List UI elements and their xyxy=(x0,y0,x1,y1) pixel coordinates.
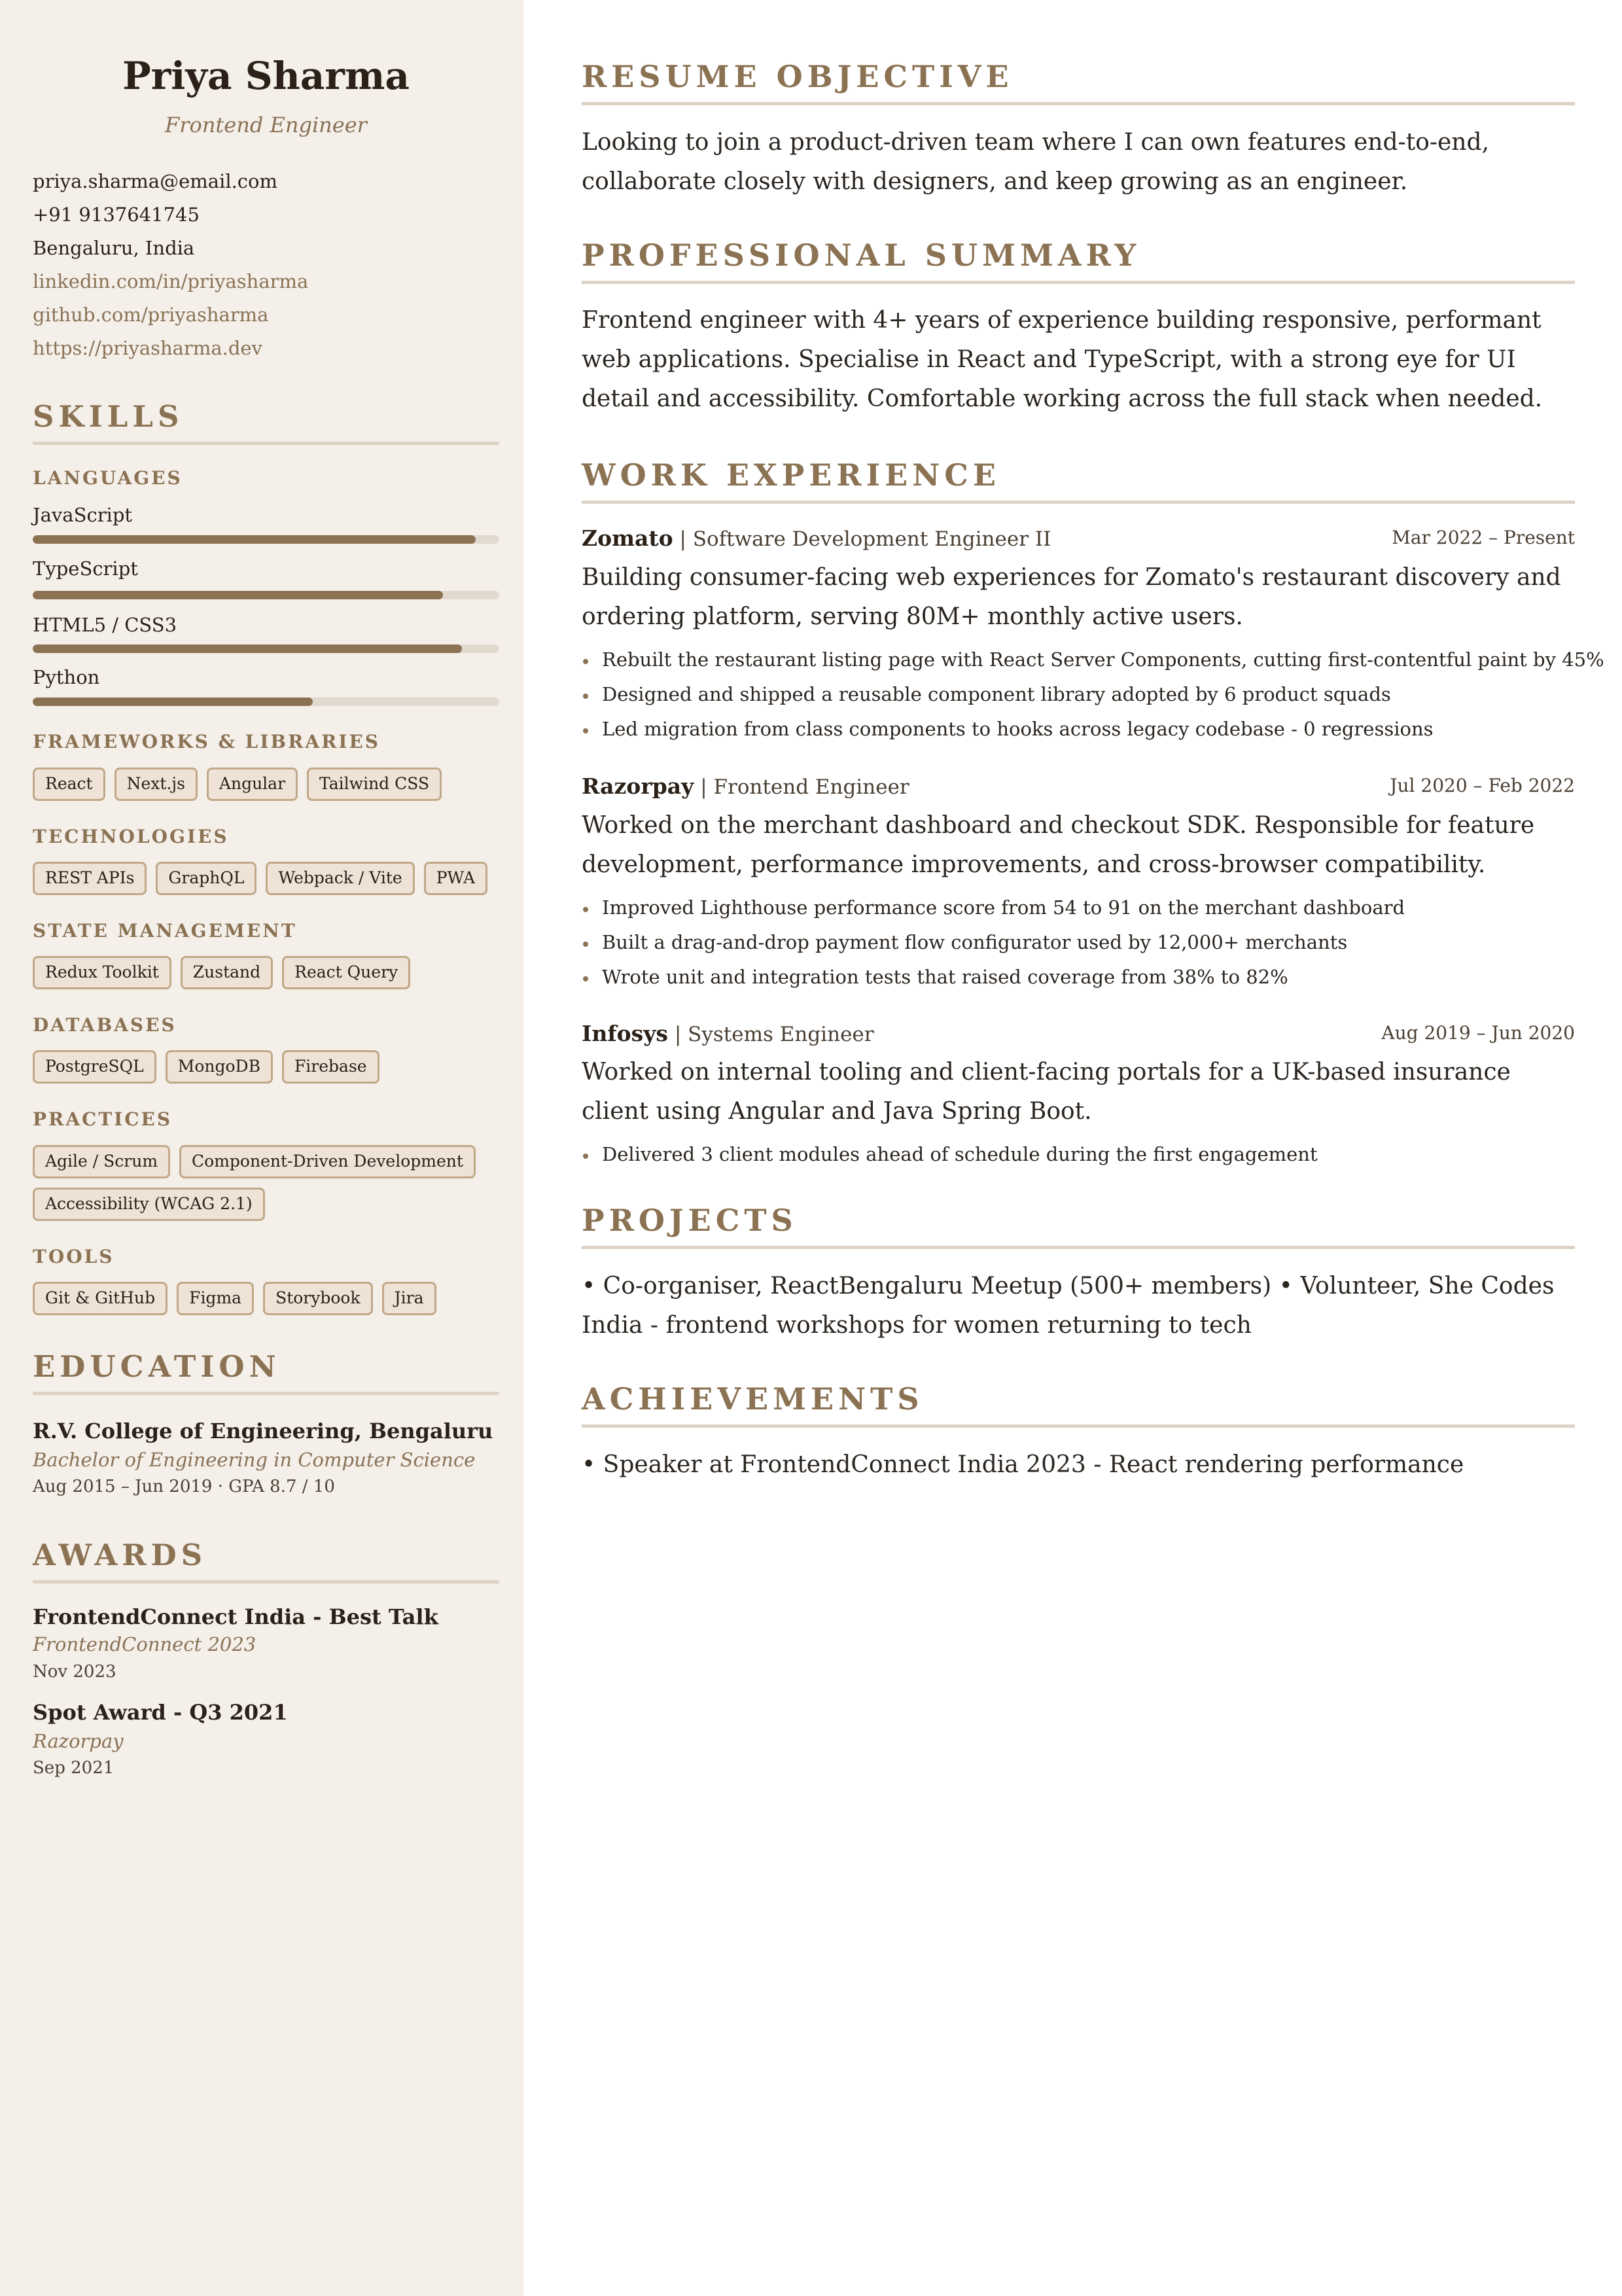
tools-heading: TOOLS xyxy=(33,1246,115,1267)
skill-bar-fill xyxy=(33,645,462,653)
award-title: FrontendConnect India - Best Talk xyxy=(33,1604,438,1629)
skill-chip: Accessibility (WCAG 2.1) xyxy=(33,1188,265,1221)
website-link[interactable]: https://priyasharma.dev xyxy=(33,337,262,359)
skill-label: Python xyxy=(33,666,100,688)
skill-bar xyxy=(33,645,499,653)
job-dates: Aug 2019 – Jun 2020 xyxy=(1381,1022,1575,1044)
skill-chip: Figma xyxy=(177,1282,254,1315)
job-bullet: Designed and shipped a reusable component library adopted by 6 product squads xyxy=(582,677,1575,712)
job-bullet: Delivered 3 client modules ahead of schedule during the first engagement xyxy=(582,1137,1575,1172)
frameworks-heading: FRAMEWORKS & LIBRARIES xyxy=(33,731,381,752)
skill-chip: REST APIs xyxy=(33,862,147,895)
skill-chip: React xyxy=(33,768,105,801)
education-meta: Aug 2015 – Jun 2019 · GPA 8.7 / 10 xyxy=(33,1477,335,1496)
state-heading: STATE MANAGEMENT xyxy=(33,920,297,942)
job-header: Infosys | Systems Engineer Aug 2019 – Jun 2020 xyxy=(582,1021,1575,1046)
technologies-chips xyxy=(33,862,499,895)
job-header: Razorpay | Frontend Engineer Jul 2020 – Feb 2022 xyxy=(582,773,1575,799)
projects-heading: PROJECTS xyxy=(582,1203,1575,1249)
skill-bar xyxy=(33,535,499,544)
practices-heading: PRACTICES xyxy=(33,1108,173,1130)
job-bullet: Built a drag-and-drop payment flow configurator used by 12,000+ merchants xyxy=(582,925,1575,960)
job-bullets xyxy=(582,891,1575,995)
candidate-name: Priya Sharma xyxy=(122,54,410,98)
job-bullet: Wrote unit and integration tests that raised coverage from 38% to 82% xyxy=(582,960,1575,995)
experience-heading: WORK EXPERIENCE xyxy=(582,457,1575,504)
skill-chip: Webpack / Vite xyxy=(266,862,414,895)
skill-chip: Redux Toolkit xyxy=(33,956,171,989)
award-date: Nov 2023 xyxy=(33,1662,116,1682)
awards-heading: AWARDS xyxy=(33,1538,499,1583)
skill-chip: Jira xyxy=(382,1282,436,1315)
job-bullets xyxy=(582,1137,1575,1172)
skill-chip: Component-Driven Development xyxy=(179,1145,476,1178)
job-bullets xyxy=(582,643,1604,747)
skill-bar-fill xyxy=(33,698,313,706)
job-title: Frontend Engineer xyxy=(713,775,909,799)
skill-label: HTML5 / CSS3 xyxy=(33,614,177,636)
databases-chips xyxy=(33,1050,499,1084)
contact-block xyxy=(33,165,308,365)
skill-chip: Agile / Scrum xyxy=(33,1145,170,1178)
technologies-heading: TECHNOLOGIES xyxy=(33,826,229,847)
skill-chip: PostgreSQL xyxy=(33,1050,156,1084)
skill-label: JavaScript xyxy=(33,504,133,526)
skill-chip: PWA xyxy=(424,862,487,895)
job-description: Worked on internal tooling and client-facing portals for a UK-based insurance client using Angular and Java Spring Boot. xyxy=(582,1059,1511,1125)
skill-chip: Firebase xyxy=(282,1050,379,1084)
job-title: Software Development Engineer II xyxy=(692,527,1051,551)
skill-chip: Angular xyxy=(207,768,298,801)
job-bullet: Rebuilt the restaurant listing page with React Server Components, cutting first-contentful paint by 45% xyxy=(582,643,1575,677)
candidate-role: Frontend Engineer xyxy=(165,113,367,137)
skill-chip: Git & GitHub xyxy=(33,1282,167,1315)
award-issuer: FrontendConnect 2023 xyxy=(33,1633,256,1655)
skill-chip: MongoDB xyxy=(166,1050,273,1084)
summary-text: Frontend engineer with 4+ years of experience building responsive, performant web applications. Specialise in React and TypeScript, with a strong eye for UI detail and accessibility. Comfortable working across the full stack when needed. xyxy=(582,307,1543,412)
practices-chips xyxy=(33,1145,499,1221)
award-title: Spot Award - Q3 2021 xyxy=(33,1700,288,1725)
education-degree: Bachelor of Engineering in Computer Science xyxy=(33,1449,476,1471)
award-issuer: Razorpay xyxy=(33,1730,124,1752)
job-title: Systems Engineer xyxy=(688,1023,874,1046)
job-bullet: Improved Lighthouse performance score from 54 to 91 on the merchant dashboard xyxy=(582,891,1575,925)
skills-heading: SKILLS xyxy=(33,399,499,445)
skill-bar-fill xyxy=(33,535,476,544)
contact-email[interactable]: priya.sharma@email.com xyxy=(33,170,278,192)
job-bullet: Led migration from class components to hooks across legacy codebase - 0 regressions xyxy=(582,712,1575,747)
skill-bar xyxy=(33,591,499,599)
state-chips xyxy=(33,956,499,989)
achievements-heading: ACHIEVEMENTS xyxy=(582,1381,1575,1428)
skill-label: TypeScript xyxy=(33,557,138,580)
objective-heading: RESUME OBJECTIVE xyxy=(582,59,1575,105)
contact-phone: +91 9137641745 xyxy=(33,203,200,226)
job-dates: Jul 2020 – Feb 2022 xyxy=(1390,775,1575,796)
skill-chip: Zustand xyxy=(181,956,273,989)
achievements-text: • Speaker at FrontendConnect India 2023 - React rendering performance xyxy=(582,1451,1464,1478)
skill-chip: Storybook xyxy=(263,1282,373,1315)
skill-chip: React Query xyxy=(282,956,410,989)
languages-heading: LANGUAGES xyxy=(33,467,183,489)
job-company: Zomato xyxy=(582,525,673,551)
linkedin-link[interactable]: linkedin.com/in/priyasharma xyxy=(33,270,309,292)
skill-chip: GraphQL xyxy=(156,862,256,895)
objective-text: Looking to join a product-driven team where I can own features end-to-end, collaborate closely with designers, and keep growing as an engineer. xyxy=(582,129,1489,195)
education-heading: EDUCATION xyxy=(33,1349,499,1395)
sidebar xyxy=(0,0,523,2296)
github-link[interactable]: github.com/priyasharma xyxy=(33,304,269,326)
skill-bar xyxy=(33,698,499,706)
job-dates: Mar 2022 – Present xyxy=(1392,527,1575,548)
award-date: Sep 2021 xyxy=(33,1758,115,1778)
job-company: Razorpay xyxy=(582,773,694,799)
tools-chips xyxy=(33,1282,499,1315)
projects-text: • Co-organiser, ReactBengaluru Meetup (500+ members) • Volunteer, She Codes India - frontend workshops for women returning to tech xyxy=(582,1273,1555,1339)
job-description: Worked on the merchant dashboard and checkout SDK. Responsible for feature development, performance improvements, and cross-browser compatibility. xyxy=(582,812,1535,878)
frameworks-chips xyxy=(33,768,499,801)
education-school: R.V. College of Engineering, Bengaluru xyxy=(33,1419,493,1443)
skill-bar-fill xyxy=(33,591,443,599)
job-company: Infosys xyxy=(582,1021,668,1046)
summary-heading: PROFESSIONAL SUMMARY xyxy=(582,238,1575,284)
contact-location: Bengaluru, India xyxy=(33,237,195,259)
skill-chip: Next.js xyxy=(115,768,198,801)
job-header: Zomato | Software Development Engineer II Mar 2022 – Present xyxy=(582,525,1575,551)
job-description: Building consumer-facing web experiences for Zomato's restaurant discovery and ordering platform, serving 80M+ monthly active users. xyxy=(582,564,1561,630)
skill-chip: Tailwind CSS xyxy=(307,768,442,801)
databases-heading: DATABASES xyxy=(33,1014,177,1036)
